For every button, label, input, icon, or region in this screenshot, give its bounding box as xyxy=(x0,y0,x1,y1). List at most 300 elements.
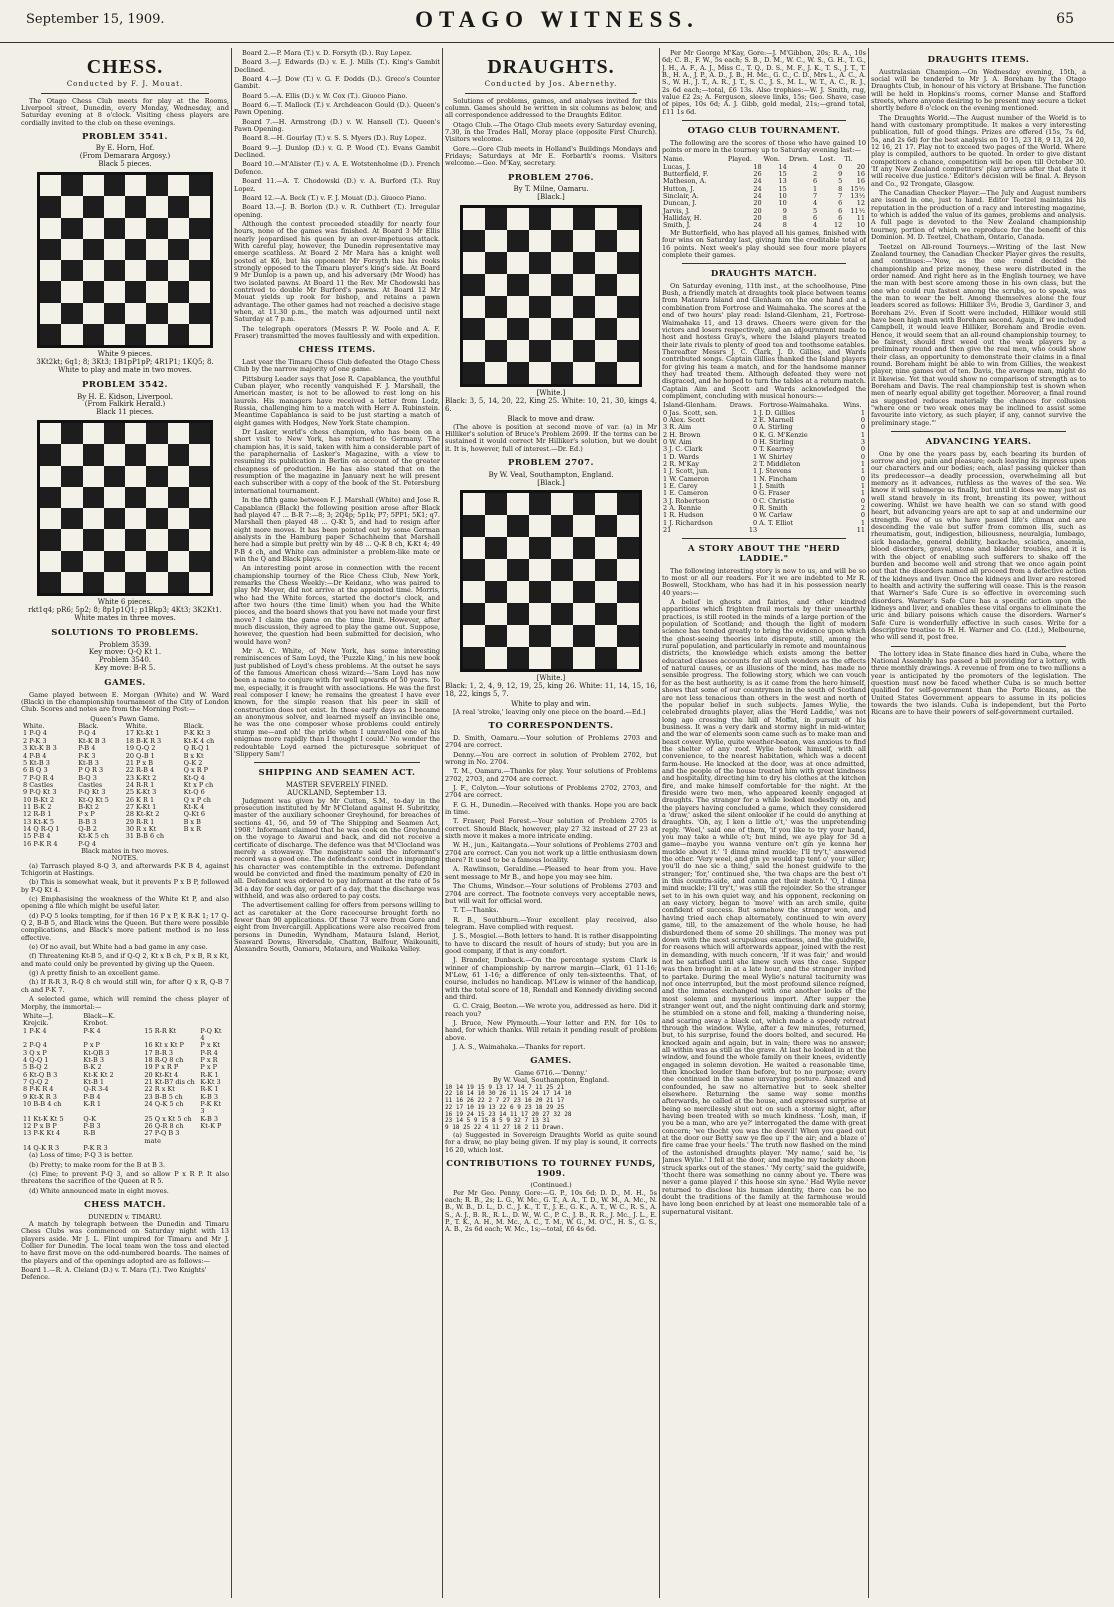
table-cell: P-K 3 xyxy=(78,751,96,760)
board-square xyxy=(168,572,189,593)
board-square xyxy=(125,175,146,196)
list-item: (f) Threatening Kt-B 5, and if Q-Q 2, Kt x B ch, P x B, R x Kt, and mate could only be prevented by giving up the Queen. xyxy=(21,952,229,968)
table-cell: P-K Kt 3 xyxy=(183,729,211,738)
board-square xyxy=(463,230,485,252)
board-square xyxy=(463,252,485,274)
problem-2706-note: (The above is position at second move of var. (a) in Mr Hilliker's solution of Bruce's Problem 2699. If the terms can be sustained it would correct Mr Hilliker's solution, but we doubt it. It is, however, full of interest.—Dr. Ed.) xyxy=(445,422,657,453)
paragraph: J. Bruce, New Plymouth.—Your letter and P.N. for 10s to hand, for which thanks. Will retain it pending result of problem above. xyxy=(445,1019,657,1042)
table-cell: Q-K 2 xyxy=(183,758,203,767)
table-cell: 29 R-R 1 xyxy=(125,817,155,826)
table-cell: Castles xyxy=(78,780,103,789)
table-cell: 2 xyxy=(813,170,818,179)
column-draughts-continued xyxy=(662,50,866,1602)
table-cell: Q-B 2 xyxy=(78,824,97,833)
table-row xyxy=(21,1072,229,1079)
table-cell: Island-Glenham. xyxy=(663,401,717,410)
table-cell: 4 Q-Q 1 xyxy=(23,1055,49,1064)
paragraph: R. B., Southburn.—Your excellent play received, also telegram. Have complied with request. xyxy=(445,915,657,931)
list-item: (b) Pretty; to make room for the B at B 3. xyxy=(29,1160,166,1169)
board-square xyxy=(61,423,82,444)
table-cell: 0 xyxy=(753,489,758,498)
table-cell: B x Kt xyxy=(183,751,204,760)
paragraph: D. Smith, Oamaru.—Your solution of Problems 2703 and 2704 are correct. xyxy=(445,733,657,750)
board-square xyxy=(573,515,595,537)
table-cell: 1 xyxy=(860,430,865,439)
board-square xyxy=(104,508,125,529)
table-cell: 0 xyxy=(753,430,758,439)
draughts-intro: Solutions of problems, games, and analyses invited for this column. Games should be written in six columns as below, and all correspondence addressed to the Draughts Editor. xyxy=(445,96,657,120)
table-cell: 21 xyxy=(663,526,672,535)
board-square xyxy=(485,252,507,274)
board-square xyxy=(168,196,189,217)
board-square xyxy=(617,252,639,274)
table-cell: Draws. xyxy=(729,401,753,410)
table-cell: 19 Q-Q 2 xyxy=(125,744,156,753)
table-cell: 15½ xyxy=(850,184,865,193)
table-cell: Q R-Q 1 xyxy=(183,744,210,753)
board-square xyxy=(125,551,146,572)
table-cell: 27 P-Q B 3 mate xyxy=(144,1129,180,1145)
list-item: 23 14 5 9 15 8 5 9 32 7 13 31 xyxy=(445,1117,550,1125)
table-cell: 16 xyxy=(856,177,865,186)
board-square xyxy=(595,340,617,362)
problem-3541-source: (From Demarara Argosy.) xyxy=(79,152,171,161)
table-cell: 0 xyxy=(860,452,865,461)
board-square xyxy=(125,466,146,487)
table-cell: 10 B-Kt 2 xyxy=(23,795,55,804)
table-cell: 0 xyxy=(753,423,758,432)
table-cell: R. Smith xyxy=(759,504,788,513)
board-square xyxy=(507,208,529,230)
table-cell: Q x P ch xyxy=(183,795,211,804)
paragraph: T. M., Oamaru.—Thanks for play. Your solutions of Problems 2702, 2703, and 2704 are correct. xyxy=(445,767,657,783)
table-cell: 6 xyxy=(838,214,843,223)
table-cell: White. xyxy=(125,722,148,731)
table-cell: Duncan, J. xyxy=(663,199,697,208)
solutions-title: SOLUTIONS TO PROBLEMS. xyxy=(51,627,199,638)
board-square xyxy=(507,296,529,318)
board-square xyxy=(595,581,617,603)
table-row xyxy=(21,1042,229,1049)
board-square xyxy=(40,324,61,345)
board-square xyxy=(146,175,167,196)
problem-2707-position: Black: 1, 2, 4, 9, 12, 19, 25, king 26. White: 11, 14, 15, 16, 18, 22, kings 5, 7. xyxy=(445,682,657,699)
table-cell: Black. xyxy=(78,722,99,731)
table-cell: 3 R. Aim xyxy=(663,423,692,432)
board-square xyxy=(189,508,210,529)
board-square xyxy=(551,581,573,603)
divider xyxy=(891,646,1066,647)
divider xyxy=(465,93,637,94)
list-item: Board 2.—P. Mara (T.) v. D. Forsyth (D.). Ruy Lopez. xyxy=(242,50,412,57)
lottery-text: The lottery idea in State finance dies hard in Cuba, where the National Assembly has passed a bill providing for a lottery, with three monthly drawings. A revenue of from one to two millions a year is anticipated by the promoters of the legislation. The question must now be faced whether Cuba is so much better qualified for self-government than the Porto Ricans, as the United States Government appears to assume in its policies towards the two islands. Cuba is independent, but the Porto Ricans are to have their powers of self-government curtailed. xyxy=(871,649,1086,717)
table-cell: G. Fraser xyxy=(759,489,791,498)
draughts-match-title: DRAUGHTS MATCH. xyxy=(710,269,818,280)
board-square xyxy=(595,647,617,669)
board-square xyxy=(104,551,125,572)
table-cell: Played. xyxy=(727,155,752,164)
list-item: (e) Of no avail, but White had a bad game in any case. xyxy=(29,943,208,952)
board-square xyxy=(507,318,529,340)
board-square xyxy=(125,324,146,345)
board-square xyxy=(125,508,146,529)
board-square xyxy=(146,529,167,550)
table-cell: 2 xyxy=(753,460,758,469)
table-cell: 31 B-B 6 ch xyxy=(125,832,165,841)
table-cell: 16 xyxy=(856,170,865,179)
board-square xyxy=(125,218,146,239)
paragraph: J. S., Mosgiel.—Both letters to hand. It is rather disappointing to have to discard the result of hours of study; but you are in good company, if that is any comfort. xyxy=(445,932,657,955)
draughts-game-name: Game 6716.—'Denny.' xyxy=(514,1068,588,1077)
chess-byline: Conducted by F. J. Mouat. xyxy=(66,79,184,88)
draughts-items-title: DRAUGHTS ITEMS. xyxy=(927,55,1030,65)
board-square xyxy=(617,362,639,384)
paragraph: F. G. H., Dunedin.—Received with thanks. Hope you are back in time. xyxy=(445,800,657,817)
board-square xyxy=(551,318,573,340)
board-square xyxy=(485,559,507,581)
draughts-heading: DRAUGHTS. xyxy=(487,56,615,78)
table-cell: 15 P-B 4 xyxy=(23,832,51,841)
paragraph: Teetzel on All-round Tourneys.—Writing of the last New Zealand tourney, the Canadian Checker Player gives the results, and continues:—'Now, as the one round decided the championship and prize money, these were distributed in the order named. And right here as in the English tourney, we have the man with best score among those in his own class, but the one who could run fastest among the scrubs, so to speak, was the man to wear the belt. Among themselves alone the four leaders scored as follows: Hilliker 3½, Brodie 3, Gardiner 3, and Boreham 2½. Even if Scott were included, Hilliker would still have been high man with Boreham second. Again, if we included Campbell, it would leave Hilliker, Boreham and Brodie even. Hence, it would seem that an all-round championship tourney, to be fairest, should first weed out the weak players by a preliminary round and then give the real men, who could show their class, an opportunity to demonstrate their claims in a final round. Boreham might be able to win from Gillies, the weakest player, nine games out of ten. Davis, the average man, might do it likewise. Yet that would show no comparison of strength as to Boreham and Davis. The real championship test is shown when men of nearly equal ability get together. Moreover, a final round as suggested reduces materially the chances for collusion "where one or two weak ones may be inclined to assist some favourite into victory, as such player, if any, cannot survive the preliminary stage."' xyxy=(871,242,1086,427)
board-square xyxy=(104,444,125,465)
board-square xyxy=(189,529,210,550)
board-square xyxy=(104,487,125,508)
otago-club-notice: Otago Club.—The Otago Club meets every Saturday evening, 7.30, in the Trades Hall, Moray place (opposite First Church). Visitors welcome. xyxy=(445,120,657,144)
board-square xyxy=(168,324,189,345)
board-square xyxy=(83,529,104,550)
board-square xyxy=(529,603,551,625)
table-cell: White—J. Krejcik. xyxy=(23,1011,54,1028)
table-cell: P x R xyxy=(200,1055,218,1064)
table-cell: 1 xyxy=(860,408,865,417)
board-square xyxy=(125,196,146,217)
board-square xyxy=(573,559,595,581)
list-item: Board 10.—M'Alister (T.) v. A. E. Wotstenholme (D.). French Defence. xyxy=(234,160,440,176)
column-chess-continued xyxy=(234,50,440,1602)
table-cell: 10 B-B 4 ch xyxy=(23,1099,62,1108)
board-square xyxy=(573,625,595,647)
board-square xyxy=(125,487,146,508)
board-square xyxy=(104,175,125,196)
column-rule xyxy=(868,48,869,1598)
board-square xyxy=(104,281,125,302)
board-square xyxy=(125,260,146,281)
table-cell xyxy=(198,1145,229,1152)
board-square xyxy=(551,493,573,515)
table-cell: 24 xyxy=(753,192,762,201)
table-cell: 3 xyxy=(860,438,865,446)
table-cell: K-B 3 xyxy=(200,1092,218,1101)
board-square xyxy=(529,515,551,537)
list-item: Board 3.—J. Edwards (D.) v. E. J. Mills (T.). King's Gambit Declined. xyxy=(234,58,440,74)
board-square xyxy=(40,281,61,302)
paragraph: A belief in ghosts and fairies, and other kindred apparitions which frighten frail mortals by their unearthly practices, is still rooted in the minds of a large portion of the population of Scotland; and though the light of modern science has tended greatly to bring the evidence upon which the ghost-seeing theories into disrepute, still, among the rural population, and particularly in remote and mountainous districts, the knowledge which exists among the better educated classes accounts for all such wonders as the effects of natural causes, or as illusions of the mind, has made no sensible progress. The following story, which we can vouch for as the best authority, is as it came from the hero himself, shows that some of our countrymen in the south of Scotland are not less tenacious than others in the west and north of the popular belief in such subjects. James Wylie, the celebrated draughts player, alias the 'Herd Laddie,' was not long ago crossing the hill of Moffat, in pursuit of his business. It was a very dark and stormy night in mid-winter, and the war of elements soon came such as to make man and beast cower. Wylie, quite weather-beaten, was anxious to find the shelter of any roof. Wylie betook himself, with all convenience, to the nearest habitation, which was a decent farm-house. He knocked at the door, was at once admitted, and the people of the house treated him with great kindness and hospitality, directing him to dry his clothes at the kitchen fire, and make himself comfortable for the night. At the fireside were two men, who appeared keenly engaged at draughts. The stranger for a while looked modestly on, and the players having concluded a game, which they considered a 'draw,' asked the silent onlooker if he could do anything at draughts. 'Oh, ay, I ken a little o't,' was the unpretending reply. 'Weel,' said one of them, 'if you like to try your hand, you may take a while o't; but mind, we aye play for 3d a game—maybe you wanna venture on't gin ye kenna her muckle about it.' 'I dinna mind muckle; I'll try't,' answered the other. 'Very weel, and gin ye would tap tent o' your siller, you'll do nae sic a thing,' said the honest guidwife to the stranger; 'for,' continued she, 'the twa chaps are the best o't in this countra-side, and canna get their match.' 'O, I dinna mind muckle; I'll try't,' was still the rejoinder. So the stranger set to in his own quiet way, and his opponent, reckoning on an easy victory, began to 'move' with an arch smile, quite confident of success. But somehow the stranger won, and having tried each chap alternately, continued to win every game, till, to the amazement of the whole house, he had disburdened them of some 20 shillings. The money was put down with the most scrupulous exactness, and the guidwife, for reasons which will afterwards appear, joined with the rest in demanding, with much concern, 'If it was fair,' and would not be satisfied until she knew such was the case. Supper was then brought in at a late hour, and the stranger invited to partake. During the meal Wylie's natural taciturnity was not once interrupted, but the most profound silence reigned, and the inmates exchanged with one another looks of the most solemn and mysterious import. After supper the stranger went out, and the night continuing dark and stormy, he stumbled on a stone and fell, making a thundering noise, and scaring away a black cat, which made a speedy retreat through the window. Wylie, after a few minutes, returned, but, to his surprise, found the doors bolted, and secured. He knocked again and again, but in vain; there was no answer; all within was as still as the grave. At last he looked in at the window, and found the whole family on their knees, evidently engaged in solemn devotion. He waited a reasonable time, then knocked louder than before, but to no purpose; every one continued in the same unvarying posture. Amazed and confounded, he saw no alternative but to seek shelter elsewhere. Returning the same way some months afterwards, he called at the house, and expressed surprise at being so mercilessly shut out on such a stormy night, after having been treated with so much kindness. 'Losh, man, if you be a man, who are ye?' interrogated the dame with great concern; 'we thocht you was the deevil! When you gaed out at the door our Betty saw ye flee up i' the air; and a blaze o' fire came frae your heels.' The truth now flashed on the mind of the astonished draughts player. 'My name,' said he, 'is James Wylie.' I fell at the door, and maybe my tackety shoon struck sparks out of the stanes.' 'My certy,' said the guidwife, 'thocht there was something no canny about ye. There was never a game played i' this hoose sin syne.' Had Wylie never returned to disclose his human identity, there can be no doubt the traditions of the family at the farmhouse would have long been enriched by at least one memorable tale of a supernatural visitant. xyxy=(662,598,866,1216)
table-cell: 0 xyxy=(753,518,758,527)
board-square xyxy=(189,572,210,593)
board-square xyxy=(125,444,146,465)
table-cell: 5 Kt-B 3 xyxy=(23,758,50,767)
board-square xyxy=(551,252,573,274)
board-square xyxy=(463,603,485,625)
board-square xyxy=(595,252,617,274)
table-cell: 24 R-R 1 xyxy=(125,780,155,789)
board-square xyxy=(61,239,82,260)
draughts-game-rows xyxy=(445,1085,657,1132)
table-cell: Matheson, A. xyxy=(663,177,707,186)
draughts-items-paras xyxy=(871,69,1086,428)
table-cell: 1 E. Carey xyxy=(663,482,698,491)
board-square xyxy=(83,444,104,465)
board-square xyxy=(463,559,485,581)
chess-items-title: CHESS ITEMS. xyxy=(298,345,376,356)
board-square xyxy=(507,252,529,274)
table-cell: P-K 4 xyxy=(83,1026,101,1035)
table-cell: Sinclair, A. xyxy=(663,192,699,201)
board-square xyxy=(551,559,573,581)
board-square xyxy=(573,274,595,296)
board-square xyxy=(146,508,167,529)
divider xyxy=(682,263,846,264)
board-square xyxy=(40,508,61,529)
board-square xyxy=(40,487,61,508)
board-square xyxy=(189,175,210,196)
table-cell: 21 Kt-B7 dis ch xyxy=(144,1077,195,1086)
table-cell: 1 xyxy=(753,452,758,461)
problem-2706-task: Black to move and draw. xyxy=(507,414,595,423)
board-square xyxy=(61,572,82,593)
problem-3542-source: (From Falkirk Herald.) xyxy=(84,400,166,409)
table-cell: P-B 4 xyxy=(83,1092,101,1101)
board-square xyxy=(463,581,485,603)
table-cell: 11 Kt-K Kt 5 xyxy=(23,1114,64,1123)
list-item: 16 19 24 15 23 14 11 17 20 27 32 28 xyxy=(445,1110,572,1118)
table-cell: 7 P-Q R 4 xyxy=(23,773,54,782)
column-rule xyxy=(442,48,443,1598)
board-square xyxy=(573,581,595,603)
board-square xyxy=(61,281,82,302)
table-cell: 1 xyxy=(753,408,758,417)
table-cell: 22 R-B 4 xyxy=(125,766,155,775)
table-cell: 0 Jas. Scott, sen. xyxy=(663,408,718,417)
board-square xyxy=(189,196,210,217)
notes-title: NOTES. xyxy=(111,854,139,863)
board-square xyxy=(595,537,617,559)
board-square xyxy=(551,340,573,362)
table-cell: K-R 1 xyxy=(83,1099,102,1108)
table-cell: Kt-Q 4 xyxy=(183,773,205,782)
herd-laddie-title: A STORY ABOUT THE "HERD LADDIE." xyxy=(688,544,840,565)
table-cell: 9 Kt-K R 3 xyxy=(23,1092,57,1101)
paragraph: Last year the Timaru Chess Club defeated the Otago Chess Club by the narrow majority of one game. xyxy=(234,357,440,374)
table-cell: E. Marnell xyxy=(759,415,794,424)
board-square xyxy=(40,444,61,465)
table-cell: 12 R-B 1 xyxy=(23,810,52,819)
table-cell: 4 xyxy=(813,221,818,230)
table-cell: 4 xyxy=(813,199,818,208)
table-cell: 14 Q R-Q 1 xyxy=(23,824,60,833)
table-cell: B x R xyxy=(183,824,202,833)
board-square xyxy=(617,603,639,625)
board-square xyxy=(83,175,104,196)
table-cell: P x P xyxy=(83,1041,100,1050)
game2-intro: A selected game, which will remind the chess player of Morphy, the immortal:— xyxy=(21,995,229,1011)
table-cell: 6 xyxy=(838,206,843,215)
list-item: (h) If R-R 3, R-Q 8 ch would still win, for after Q x R, Q-B 7 ch and P-K 7. xyxy=(21,978,229,994)
table-cell: 26 K R 1 xyxy=(125,795,155,804)
table-cell: B x B xyxy=(183,817,201,826)
board-square xyxy=(507,581,529,603)
board-square xyxy=(551,230,573,252)
tourney-funds-text: Per Mr Geo. Penny, Gore:—G. P., 10s 6d; D. D., M. H., 5s each; R. B., 2s; L. G., W. Mc., G. T., A. A., T. D., W. M., A. Mc., N. B., W. B., D. L., D. C., J. K., T. T., J. E., G. K., A. T., W. C., R. S., A. S., A. J., B. R., R. L., D. W., W. C., P. C., J. B., R. R., J. Mc., J. L., E. P., T. K., A. H., M. Mc., A. C., T. M., W. G., M. O'C., H. S., G. S., A. B., 2s 6d each; W. Mc., 1s;—total, £6 4s 6d. xyxy=(445,1188,657,1234)
board-square xyxy=(40,466,61,487)
table-cell: Fortrose-Waimahaka. xyxy=(759,401,830,410)
board-square xyxy=(168,423,189,444)
table-cell: 22 R x Kt xyxy=(144,1085,175,1094)
table-cell: 0 xyxy=(753,511,758,520)
table-cell: 0 xyxy=(860,496,865,505)
table-cell: 24 xyxy=(753,184,762,193)
table-cell: 18 B-K R 3 xyxy=(125,736,162,745)
games-intro: Game played between E. Morgan (White) and W. Ward (Black) in the championship tournament of the City of London Club. Scores and notes are from the Morning Post:— xyxy=(21,690,229,714)
correspondents-title: TO CORRESPONDENTS. xyxy=(488,721,614,732)
board-square xyxy=(573,208,595,230)
board-square xyxy=(529,208,551,230)
problem-2707-task: White to play and win. xyxy=(511,700,591,709)
board-square xyxy=(529,559,551,581)
table-cell: R-K 1 xyxy=(200,1070,219,1079)
board-square xyxy=(83,218,104,239)
board-square xyxy=(485,603,507,625)
board-square xyxy=(573,493,595,515)
board-square xyxy=(573,537,595,559)
board-square xyxy=(617,230,639,252)
table-cell: 16 P-K R 4 xyxy=(23,839,58,848)
table-cell: 6 xyxy=(813,214,818,223)
board-square xyxy=(507,559,529,581)
table-cell: 13½ xyxy=(850,192,865,201)
table-cell: 1 xyxy=(860,467,865,476)
board-square xyxy=(485,208,507,230)
paragraph: J. F., Colyton.—Your solutions of Problems 2702, 2703, and 2704 are correct. xyxy=(445,784,657,800)
board-square xyxy=(40,303,61,324)
table-cell: 10 xyxy=(778,199,787,208)
board-square xyxy=(168,239,189,260)
table-cell: 12 xyxy=(833,221,843,230)
table-cell: K-B 3 xyxy=(200,1114,218,1123)
table-cell: 5 xyxy=(813,206,818,215)
table-cell: K. G. M'Kenzie xyxy=(759,430,808,439)
table-cell: 2 xyxy=(860,504,865,513)
table-cell: 30 R x Kt xyxy=(125,824,157,833)
table-cell: 3 Q x P xyxy=(23,1048,47,1057)
solution-line: Problem 3540. xyxy=(98,656,152,665)
board-square xyxy=(529,318,551,340)
board-square xyxy=(595,296,617,318)
table-cell: 0 xyxy=(753,504,758,513)
board-square xyxy=(485,230,507,252)
board-square xyxy=(83,324,104,345)
board-square xyxy=(104,529,125,550)
board-square xyxy=(189,218,210,239)
board-square xyxy=(83,303,104,324)
board-square xyxy=(146,260,167,281)
table-row xyxy=(21,826,229,833)
table-cell: P-K R 3 xyxy=(83,1144,108,1153)
table-cell: 0 xyxy=(860,423,865,432)
games-title: GAMES. xyxy=(104,678,146,689)
board-square xyxy=(168,551,189,572)
paragraph: The Chums, Windsor.—Your solutions of Problems 2703 and 2704 are correct. The footnote conveys very acceptable news, but will wait for official word. xyxy=(445,882,657,905)
table-cell: Smith, J. xyxy=(663,221,691,230)
table-cell: 0 xyxy=(860,415,865,424)
board-square xyxy=(485,340,507,362)
table-cell: N. Fincham xyxy=(759,474,798,483)
problem-3541-fen: 3Kt2kt; 6q1; 8; 3Kt3; 1B1pP1pP; 4R1P1; 1KQ5; 8. xyxy=(36,358,214,367)
table-cell: 1 xyxy=(860,460,865,469)
table-row xyxy=(662,527,866,534)
board-square xyxy=(146,218,167,239)
table-cell: 20 xyxy=(753,199,762,208)
table-cell: W. Carlaw xyxy=(759,511,793,520)
board-square xyxy=(529,362,551,384)
board-square xyxy=(573,252,595,274)
board-square xyxy=(529,296,551,318)
table-cell: 1 xyxy=(860,489,865,498)
list-item: (g) A pretty finish to an excellent game. xyxy=(29,969,161,978)
board-square xyxy=(485,296,507,318)
board-square xyxy=(507,362,529,384)
table-cell: 1 xyxy=(860,518,865,527)
board-square xyxy=(146,444,167,465)
table-cell xyxy=(142,1145,198,1152)
otago-tourney-intro: The following are the scores of those who have gained 10 points or more in the tourney up to Saturday evening last:— xyxy=(662,138,866,155)
problem-3542-fen: rkt1q4; pR6; 5p2; 8; 8p1p1Q1; p1Bkp3; 4Kt3; 3K2Kt1. xyxy=(28,606,222,615)
table-cell: 7 xyxy=(838,192,843,201)
board-square xyxy=(507,230,529,252)
table-cell xyxy=(198,1130,229,1145)
board-square xyxy=(189,423,210,444)
table-cell: 0 xyxy=(753,438,758,446)
board-square xyxy=(168,487,189,508)
problem-3541-task: White to play and mate in two moves. xyxy=(58,366,192,374)
board-square xyxy=(463,625,485,647)
board-square xyxy=(529,647,551,669)
board-square xyxy=(168,444,189,465)
table-cell: 16 Kt x Kt P xyxy=(144,1041,184,1050)
board-square xyxy=(507,647,529,669)
list-item: Board 12.—A. Beck (T.) v. F. J. Mouat (D.). Giuoco Piano. xyxy=(242,193,427,202)
board-square xyxy=(595,274,617,296)
board-square xyxy=(617,581,639,603)
board-square xyxy=(507,493,529,515)
table-cell: 1 J. Richardson xyxy=(663,518,713,527)
board-square xyxy=(485,274,507,296)
table-cell: 13 P-K Kt 4 xyxy=(23,1129,61,1138)
table-cell: 12 P x B P xyxy=(23,1122,57,1130)
table-cell: Kt-K 5 ch xyxy=(78,832,109,841)
paragraph: Pittsburg Leader says that Jose R. Capablanca, the youthful Cuban player, who recently vanquished F. J. Marshall, the American master, is not to be allowed to rest long on his laurels. His managers have received a letter from Lodz, Russia, challenging him to a match with Herr A. Rubinstein. Meantime Capablanca is said to be just starting a match of eight games with Hodges, New York State champion. xyxy=(234,374,440,427)
table-cell: 20 Q-B 1 xyxy=(125,751,155,760)
board-square xyxy=(573,362,595,384)
table-cell: 23 K-Kt 2 xyxy=(125,773,157,782)
board-square xyxy=(61,444,82,465)
board-square xyxy=(168,175,189,196)
board-square xyxy=(40,260,61,281)
problem-2706-white: [White.] xyxy=(536,389,566,397)
board-square xyxy=(40,423,61,444)
table-cell: J. Stevens xyxy=(759,467,792,476)
otago-tourney-title: OTAGO CLUB TOURNAMENT. xyxy=(687,126,841,137)
